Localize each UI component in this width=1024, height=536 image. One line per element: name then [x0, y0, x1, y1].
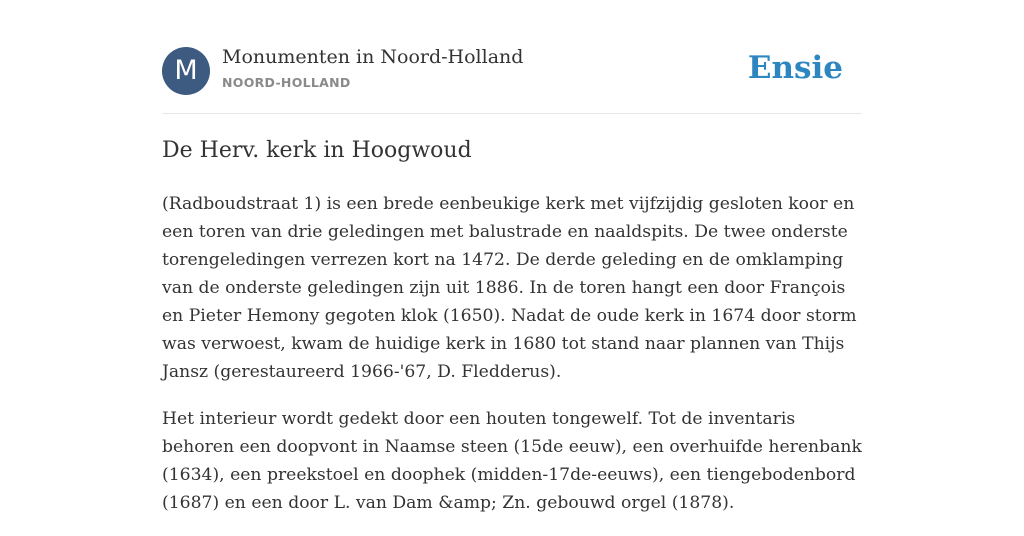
article-paragraph: (Radboudstraat 1) is een brede eenbeukige kerk met vijfzijdig gesloten koor en een toren van drie geledingen met balustrade en naaldspits. De twee onderste torengeledingen verrezen kort na 1472. De derde geleding en de omklamping van de onderste geledingen zijn uit 1886. In de toren hangt een door François en Pieter Hemony gegoten klok (1650). Nadat de oude kerk in 1674 door storm was verwoest, kwam de huidige kerk in 1680 tot stand naar plannen van Thijs Jansz (gerestaureerd 1966-'67, D. Fledderus).	[162, 194, 857, 382]
source-name-link[interactable]: Monumenten in Noord-Holland	[222, 46, 524, 68]
page-title: De Herv. kerk in Hoogwoud	[162, 138, 472, 163]
avatar[interactable]: M	[162, 47, 210, 95]
source-header	[162, 46, 862, 96]
article-body	[162, 190, 866, 536]
source-region-label: NOORD-HOLLAND	[222, 75, 351, 90]
header-divider	[162, 113, 862, 114]
ensie-logo[interactable]: Ensie	[747, 50, 843, 86]
article-paragraph: Het interieur wordt gedekt door een houten tongewelf. Tot de inventaris behoren een doopvont in Naamse steen (15de eeuw), een overhuifde herenbank (1634), een preekstoel en doophek (midden-17de-eeuws), een tiengebodenbord (1687) en een door L. van Dam &amp; Zn. gebouwd orgel (1878).	[162, 409, 862, 513]
